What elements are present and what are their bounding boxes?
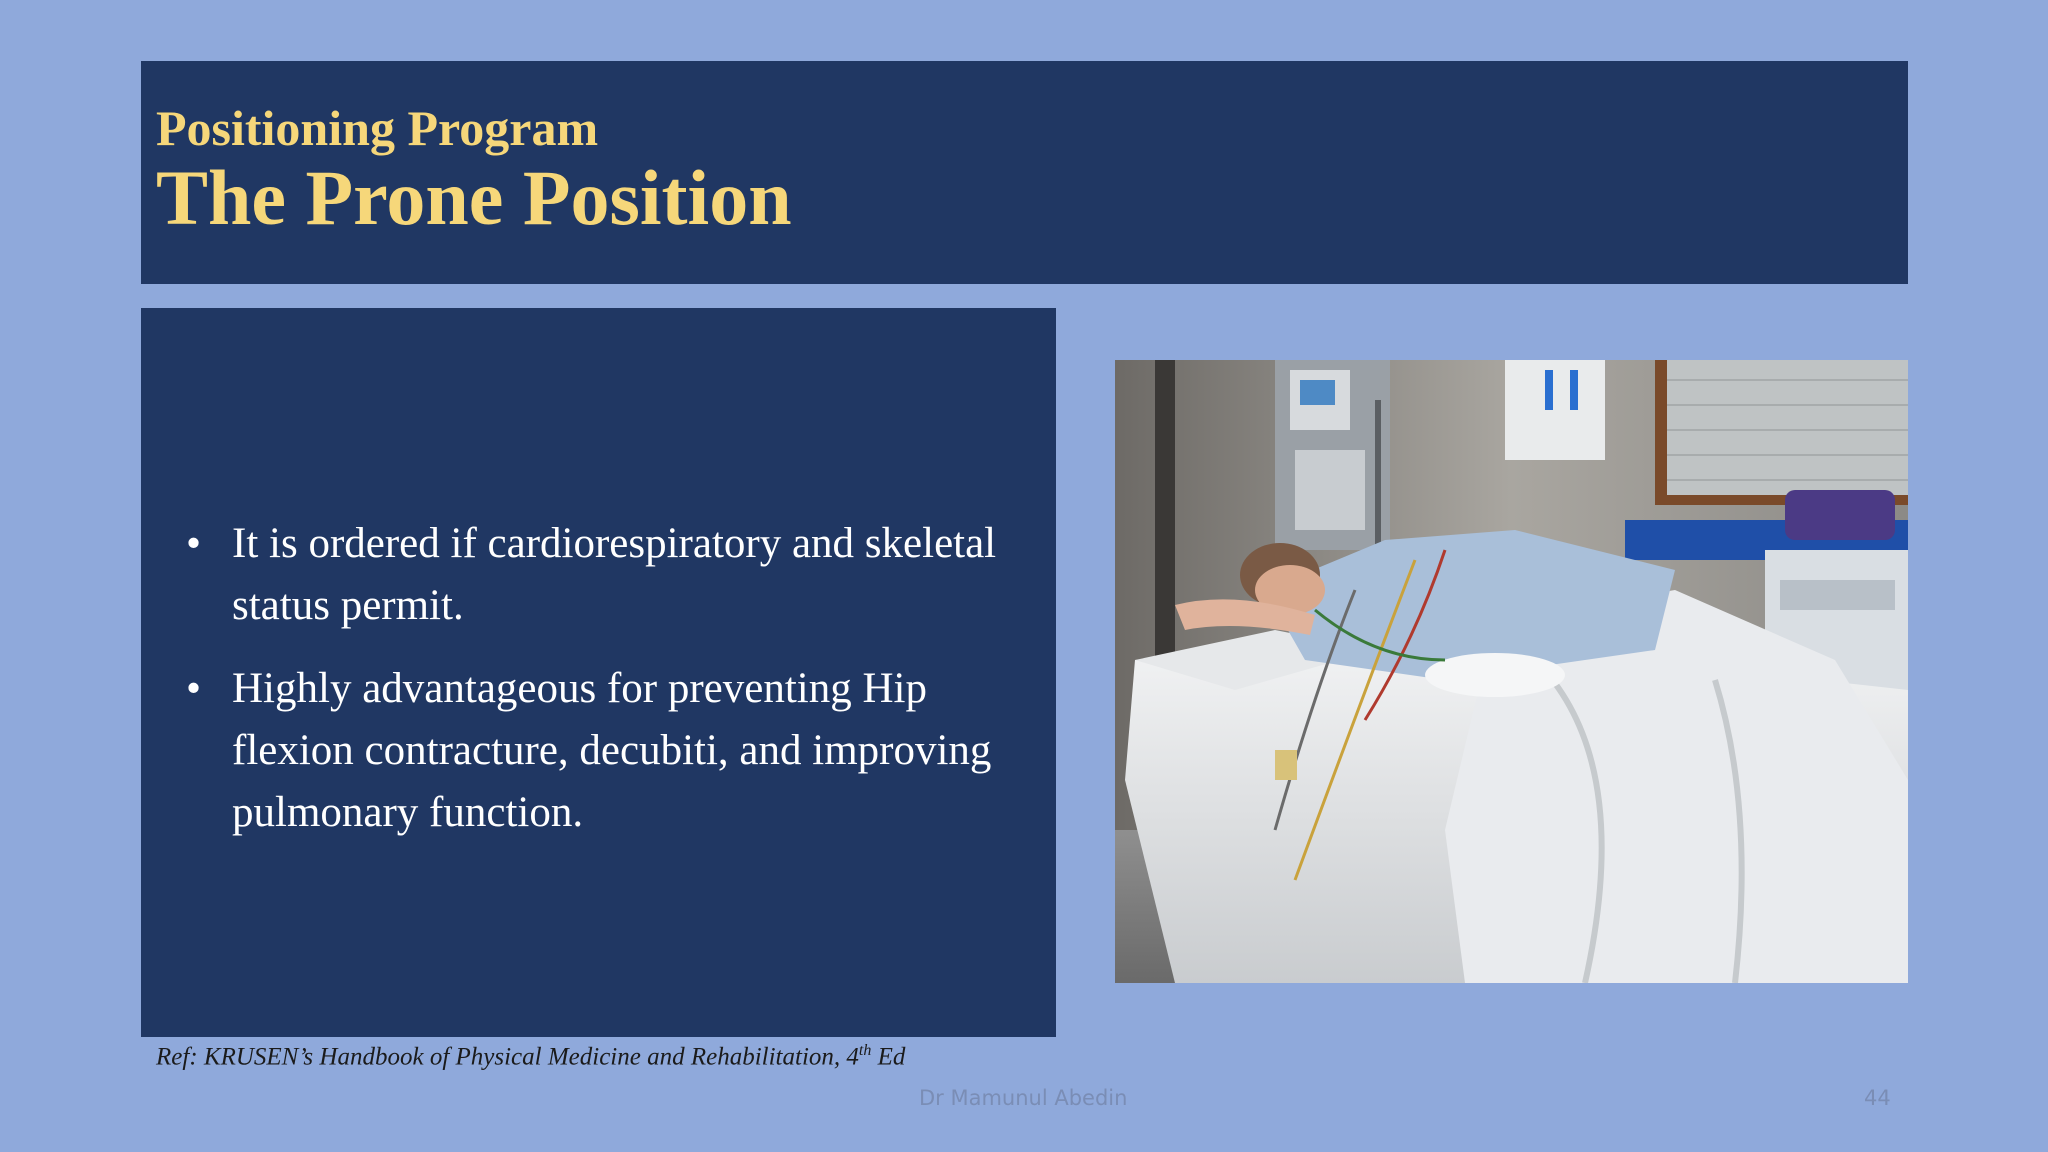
patient-prone-photo xyxy=(1115,360,1908,983)
content-panel xyxy=(141,308,1056,1037)
slide-subtitle: Positioning Program xyxy=(156,100,599,156)
footer-author: Dr Mamunul Abedin xyxy=(919,1086,1128,1110)
bullet-item xyxy=(186,513,1044,637)
reference-suffix: Ed xyxy=(871,1043,906,1071)
reference-text: Ref: KRUSEN’s Handbook of Physical Medicine and Rehabilitation, 4 xyxy=(156,1043,859,1071)
reference-superscript: th xyxy=(858,1042,872,1059)
slide-title: The Prone Position xyxy=(156,154,792,241)
bullet-text: It is ordered if cardiorespiratory and skeletal status permit. xyxy=(232,520,997,629)
reference-citation xyxy=(156,1042,905,1071)
page-number: 44 xyxy=(1864,1086,1891,1110)
bullet-glyph: • xyxy=(186,520,202,567)
bullet-glyph: • xyxy=(186,665,202,712)
bullet-list xyxy=(141,308,1056,1037)
bullet-text: Highly advantageous for preventing Hip flexion contracture, decubiti, and improving pulmonary function. xyxy=(232,665,992,836)
hospital-bed-image xyxy=(1115,360,1908,983)
bullet-item xyxy=(186,658,1044,844)
